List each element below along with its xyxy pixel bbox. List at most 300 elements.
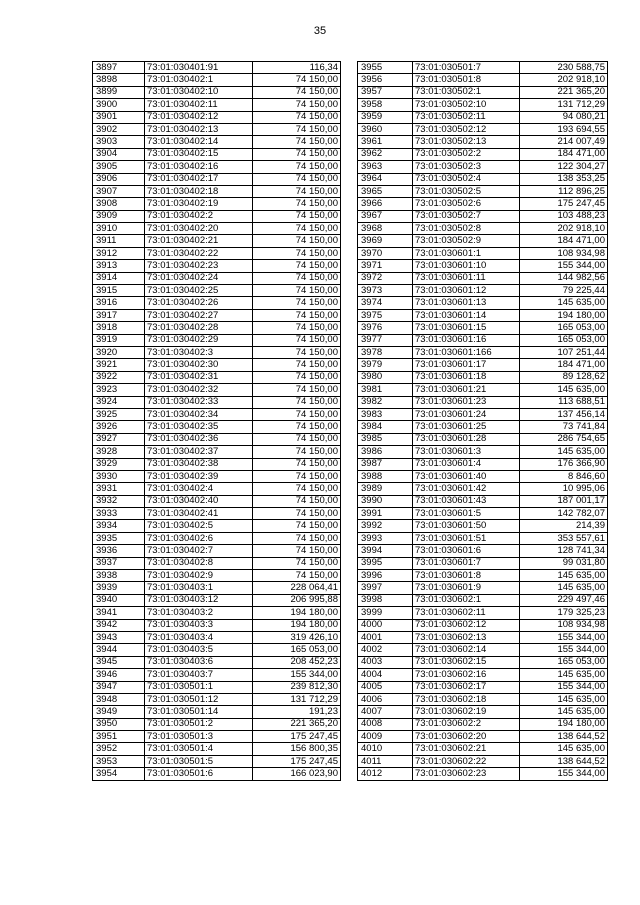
cadastral-number-cell: 73:01:030402:17	[145, 173, 253, 185]
cadastral-number-cell: 73:01:030602:12	[413, 619, 520, 631]
value-cell: 229 497,46	[520, 594, 608, 606]
row-number-cell: 3990	[358, 495, 413, 507]
row-number-cell: 3987	[358, 458, 413, 470]
cadastral-number-cell: 73:01:030501:6	[145, 768, 253, 780]
value-cell: 74 150,00	[253, 532, 341, 544]
value-cell: 184 471,00	[520, 148, 608, 160]
value-cell: 74 150,00	[253, 458, 341, 470]
value-cell: 214,39	[520, 520, 608, 532]
table-row	[358, 260, 608, 272]
table-row	[358, 545, 608, 557]
cadastral-number-cell: 73:01:030602:19	[413, 706, 520, 718]
cadastral-number-cell: 73:01:030601:12	[413, 285, 520, 297]
row-number-cell: 3928	[93, 446, 145, 458]
table-row	[93, 185, 341, 197]
row-number-cell: 3991	[358, 508, 413, 520]
cadastral-number-cell: 73:01:030402:12	[145, 111, 253, 123]
table-row	[93, 557, 341, 569]
value-cell: 187 001,17	[520, 495, 608, 507]
cadastral-number-cell: 73:01:030502:5	[413, 185, 520, 197]
value-cell: 155 344,00	[520, 768, 608, 780]
row-number-cell: 3971	[358, 260, 413, 272]
table-row	[93, 62, 341, 74]
table-row	[358, 309, 608, 321]
table-row	[93, 272, 341, 284]
value-cell: 74 150,00	[253, 545, 341, 557]
value-cell: 74 150,00	[253, 99, 341, 111]
value-cell: 10 995,06	[520, 483, 608, 495]
cadastral-number-cell: 73:01:030402:8	[145, 557, 253, 569]
table-row	[93, 681, 341, 693]
value-cell: 128 741,34	[520, 545, 608, 557]
left-table-body	[93, 62, 341, 781]
table-row	[358, 731, 608, 743]
value-cell: 108 934,98	[520, 247, 608, 259]
value-cell: 108 934,98	[520, 619, 608, 631]
cadastral-number-cell: 73:01:030502:4	[413, 173, 520, 185]
row-number-cell: 3944	[93, 644, 145, 656]
value-cell: 145 635,00	[520, 384, 608, 396]
value-cell: 144 982,56	[520, 272, 608, 284]
row-number-cell: 3929	[93, 458, 145, 470]
value-cell: 74 150,00	[253, 359, 341, 371]
table-row	[358, 718, 608, 730]
table-row	[358, 607, 608, 619]
cadastral-number-cell: 73:01:030402:4	[145, 483, 253, 495]
cadastral-number-cell: 73:01:030601:40	[413, 470, 520, 482]
table-row	[93, 247, 341, 259]
cadastral-number-cell: 73:01:030601:1	[413, 247, 520, 259]
table-row	[358, 247, 608, 259]
row-number-cell: 3959	[358, 111, 413, 123]
value-cell: 74 150,00	[253, 334, 341, 346]
value-cell: 142 782,07	[520, 508, 608, 520]
value-cell: 74 150,00	[253, 346, 341, 358]
cadastral-number-cell: 73:01:030601:6	[413, 545, 520, 557]
table-row	[358, 111, 608, 123]
table-row	[358, 62, 608, 74]
table-row	[358, 173, 608, 185]
cadastral-number-cell: 73:01:030602:16	[413, 669, 520, 681]
cadastral-number-cell: 73:01:030601:11	[413, 272, 520, 284]
cadastral-number-cell: 73:01:030402:31	[145, 371, 253, 383]
row-number-cell: 3955	[358, 62, 413, 74]
cadastral-number-cell: 73:01:030402:19	[145, 198, 253, 210]
value-cell: 131 712,29	[253, 693, 341, 705]
table-row	[358, 334, 608, 346]
row-number-cell: 3999	[358, 607, 413, 619]
value-cell: 74 150,00	[253, 198, 341, 210]
value-cell: 175 247,45	[253, 731, 341, 743]
value-cell: 74 150,00	[253, 557, 341, 569]
cadastral-number-cell: 73:01:030402:30	[145, 359, 253, 371]
value-cell: 214 007,49	[520, 136, 608, 148]
table-row	[358, 384, 608, 396]
cadastral-number-cell: 73:01:030502:1	[413, 86, 520, 98]
row-number-cell: 3911	[93, 235, 145, 247]
table-row	[358, 570, 608, 582]
table-row	[358, 210, 608, 222]
table-row	[93, 545, 341, 557]
row-number-cell: 3912	[93, 247, 145, 259]
table-row	[358, 582, 608, 594]
table-row	[93, 669, 341, 681]
value-cell: 73 741,84	[520, 421, 608, 433]
value-cell: 239 812,30	[253, 681, 341, 693]
cadastral-number-cell: 73:01:030502:6	[413, 198, 520, 210]
row-number-cell: 3901	[93, 111, 145, 123]
table-row	[93, 619, 341, 631]
value-cell: 202 918,10	[520, 223, 608, 235]
cadastral-number-cell: 73:01:030602:14	[413, 644, 520, 656]
row-number-cell: 3903	[93, 136, 145, 148]
table-row	[93, 743, 341, 755]
row-number-cell: 4008	[358, 718, 413, 730]
value-cell: 103 488,23	[520, 210, 608, 222]
cadastral-number-cell: 73:01:030402:27	[145, 309, 253, 321]
value-cell: 155 344,00	[520, 644, 608, 656]
row-number-cell: 3997	[358, 582, 413, 594]
row-number-cell: 3960	[358, 123, 413, 135]
row-number-cell: 3931	[93, 483, 145, 495]
value-cell: 138 644,52	[520, 755, 608, 767]
table-row	[358, 86, 608, 98]
cadastral-number-cell: 73:01:030403:7	[145, 669, 253, 681]
value-cell: 194 180,00	[253, 607, 341, 619]
value-cell: 319 426,10	[253, 631, 341, 643]
table-row	[358, 396, 608, 408]
cadastral-number-cell: 73:01:030601:10	[413, 260, 520, 272]
row-number-cell: 3976	[358, 322, 413, 334]
row-number-cell: 3941	[93, 607, 145, 619]
value-cell: 145 635,00	[520, 446, 608, 458]
table-row	[93, 594, 341, 606]
cadastral-number-cell: 73:01:030601:17	[413, 359, 520, 371]
row-number-cell: 3969	[358, 235, 413, 247]
table-row	[93, 161, 341, 173]
value-cell: 74 150,00	[253, 161, 341, 173]
cadastral-number-cell: 73:01:030602:20	[413, 731, 520, 743]
row-number-cell: 3958	[358, 99, 413, 111]
cadastral-number-cell: 73:01:030403:1	[145, 582, 253, 594]
table-row	[93, 371, 341, 383]
cadastral-number-cell: 73:01:030402:13	[145, 123, 253, 135]
cadastral-number-cell: 73:01:030602:17	[413, 681, 520, 693]
value-cell: 166 023,90	[253, 768, 341, 780]
cadastral-number-cell: 73:01:030402:10	[145, 86, 253, 98]
row-number-cell: 4004	[358, 669, 413, 681]
value-cell: 99 031,80	[520, 557, 608, 569]
table-row	[93, 198, 341, 210]
cadastral-number-cell: 73:01:030501:8	[413, 74, 520, 86]
table-row	[358, 483, 608, 495]
cadastral-number-cell: 73:01:030402:2	[145, 210, 253, 222]
value-cell: 155 344,00	[520, 631, 608, 643]
row-number-cell: 3965	[358, 185, 413, 197]
table-row	[358, 520, 608, 532]
row-number-cell: 3977	[358, 334, 413, 346]
cadastral-number-cell: 73:01:030402:35	[145, 421, 253, 433]
row-number-cell: 3961	[358, 136, 413, 148]
table-row	[93, 322, 341, 334]
cadastral-number-cell: 73:01:030602:11	[413, 607, 520, 619]
table-row	[93, 285, 341, 297]
table-row	[93, 768, 341, 780]
row-number-cell: 3964	[358, 173, 413, 185]
cadastral-number-cell: 73:01:030402:23	[145, 260, 253, 272]
value-cell: 74 150,00	[253, 570, 341, 582]
cadastral-number-cell: 73:01:030502:7	[413, 210, 520, 222]
table-row	[93, 433, 341, 445]
row-number-cell: 3899	[93, 86, 145, 98]
value-cell: 74 150,00	[253, 74, 341, 86]
row-number-cell: 3988	[358, 470, 413, 482]
cadastral-number-cell: 73:01:030601:24	[413, 408, 520, 420]
value-cell: 113 688,51	[520, 396, 608, 408]
value-cell: 74 150,00	[253, 483, 341, 495]
row-number-cell: 3968	[358, 223, 413, 235]
row-number-cell: 3914	[93, 272, 145, 284]
cadastral-number-cell: 73:01:030601:28	[413, 433, 520, 445]
row-number-cell: 3922	[93, 371, 145, 383]
value-cell: 221 365,20	[520, 86, 608, 98]
value-cell: 112 896,25	[520, 185, 608, 197]
row-number-cell: 3984	[358, 421, 413, 433]
row-number-cell: 3996	[358, 570, 413, 582]
row-number-cell: 3936	[93, 545, 145, 557]
table-row	[358, 198, 608, 210]
value-cell: 194 180,00	[520, 309, 608, 321]
cadastral-number-cell: 73:01:030402:20	[145, 223, 253, 235]
table-row	[358, 532, 608, 544]
table-row	[358, 656, 608, 668]
table-row	[93, 755, 341, 767]
table-row	[358, 235, 608, 247]
table-row	[93, 136, 341, 148]
value-cell: 206 995,88	[253, 594, 341, 606]
value-cell: 286 754,65	[520, 433, 608, 445]
cadastral-number-cell: 73:01:030501:4	[145, 743, 253, 755]
row-number-cell: 3995	[358, 557, 413, 569]
row-number-cell: 3950	[93, 718, 145, 730]
cadastral-number-cell: 73:01:030502:11	[413, 111, 520, 123]
row-number-cell: 3910	[93, 223, 145, 235]
value-cell: 194 180,00	[253, 619, 341, 631]
cadastral-number-cell: 73:01:030403:2	[145, 607, 253, 619]
cadastral-number-cell: 73:01:030402:21	[145, 235, 253, 247]
cadastral-number-cell: 73:01:030403:6	[145, 656, 253, 668]
value-cell: 94 080,21	[520, 111, 608, 123]
row-number-cell: 3926	[93, 421, 145, 433]
row-number-cell: 3908	[93, 198, 145, 210]
value-cell: 145 635,00	[520, 669, 608, 681]
cadastral-number-cell: 73:01:030501:1	[145, 681, 253, 693]
cadastral-number-cell: 73:01:030601:16	[413, 334, 520, 346]
row-number-cell: 3938	[93, 570, 145, 582]
value-cell: 145 635,00	[520, 297, 608, 309]
value-cell: 74 150,00	[253, 260, 341, 272]
cadastral-number-cell: 73:01:030602:22	[413, 755, 520, 767]
value-cell: 145 635,00	[520, 743, 608, 755]
cadastral-number-cell: 73:01:030502:2	[413, 148, 520, 160]
cadastral-number-cell: 73:01:030403:4	[145, 631, 253, 643]
value-cell: 138 353,25	[520, 173, 608, 185]
cadastral-number-cell: 73:01:030403:5	[145, 644, 253, 656]
table-row	[93, 86, 341, 98]
table-row	[358, 148, 608, 160]
cadastral-number-cell: 73:01:030602:1	[413, 594, 520, 606]
row-number-cell: 3946	[93, 669, 145, 681]
row-number-cell: 3939	[93, 582, 145, 594]
value-cell: 221 365,20	[253, 718, 341, 730]
table-row	[358, 272, 608, 284]
row-number-cell: 3948	[93, 693, 145, 705]
cadastral-number-cell: 73:01:030502:10	[413, 99, 520, 111]
value-cell: 74 150,00	[253, 508, 341, 520]
row-number-cell: 3983	[358, 408, 413, 420]
row-number-cell: 3935	[93, 532, 145, 544]
cadastral-number-cell: 73:01:030601:13	[413, 297, 520, 309]
value-cell: 79 225,44	[520, 285, 608, 297]
table-row	[93, 470, 341, 482]
value-cell: 179 325,23	[520, 607, 608, 619]
value-cell: 74 150,00	[253, 384, 341, 396]
table-row	[93, 582, 341, 594]
value-cell: 74 150,00	[253, 148, 341, 160]
table-row	[93, 173, 341, 185]
cadastral-number-cell: 73:01:030502:8	[413, 223, 520, 235]
row-number-cell: 4002	[358, 644, 413, 656]
row-number-cell: 4000	[358, 619, 413, 631]
value-cell: 155 344,00	[520, 681, 608, 693]
table-row	[93, 359, 341, 371]
row-number-cell: 3902	[93, 123, 145, 135]
table-row	[93, 607, 341, 619]
table-row	[93, 148, 341, 160]
row-number-cell: 3932	[93, 495, 145, 507]
value-cell: 74 150,00	[253, 210, 341, 222]
table-row	[93, 384, 341, 396]
table-row	[93, 111, 341, 123]
cadastral-number-cell: 73:01:030402:32	[145, 384, 253, 396]
value-cell: 107 251,44	[520, 346, 608, 358]
table-row	[93, 408, 341, 420]
cadastral-number-cell: 73:01:030602:13	[413, 631, 520, 643]
table-row	[93, 235, 341, 247]
cadastral-number-cell: 73:01:030502:3	[413, 161, 520, 173]
cadastral-number-cell: 73:01:030402:11	[145, 99, 253, 111]
cadastral-number-cell: 73:01:030601:3	[413, 446, 520, 458]
row-number-cell: 3927	[93, 433, 145, 445]
cadastral-number-cell: 73:01:030501:5	[145, 755, 253, 767]
row-number-cell: 3993	[358, 532, 413, 544]
row-number-cell: 4006	[358, 693, 413, 705]
row-number-cell: 3973	[358, 285, 413, 297]
table-row	[93, 123, 341, 135]
row-number-cell: 3998	[358, 594, 413, 606]
row-number-cell: 4011	[358, 755, 413, 767]
row-number-cell: 3979	[358, 359, 413, 371]
cadastral-number-cell: 73:01:030601:43	[413, 495, 520, 507]
right-data-table	[357, 61, 608, 781]
table-row	[358, 421, 608, 433]
cadastral-number-cell: 73:01:030501:2	[145, 718, 253, 730]
row-number-cell: 3942	[93, 619, 145, 631]
value-cell: 175 247,45	[520, 198, 608, 210]
cadastral-number-cell: 73:01:030601:42	[413, 483, 520, 495]
value-cell: 176 366,90	[520, 458, 608, 470]
right-table-body	[358, 62, 608, 781]
table-row	[93, 495, 341, 507]
value-cell: 165 053,00	[253, 644, 341, 656]
cadastral-number-cell: 73:01:030601:15	[413, 322, 520, 334]
value-cell: 230 588,75	[520, 62, 608, 74]
table-row	[358, 706, 608, 718]
value-cell: 74 150,00	[253, 309, 341, 321]
row-number-cell: 3966	[358, 198, 413, 210]
table-row	[93, 421, 341, 433]
table-row	[93, 731, 341, 743]
table-row	[93, 346, 341, 358]
cadastral-number-cell: 73:01:030601:51	[413, 532, 520, 544]
cadastral-number-cell: 73:01:030402:3	[145, 346, 253, 358]
row-number-cell: 3937	[93, 557, 145, 569]
table-row	[93, 297, 341, 309]
table-row	[358, 99, 608, 111]
value-cell: 74 150,00	[253, 495, 341, 507]
row-number-cell: 3925	[93, 408, 145, 420]
cadastral-number-cell: 73:01:030601:8	[413, 570, 520, 582]
value-cell: 74 150,00	[253, 446, 341, 458]
cadastral-number-cell: 73:01:030601:21	[413, 384, 520, 396]
table-row	[358, 359, 608, 371]
cadastral-number-cell: 73:01:030402:40	[145, 495, 253, 507]
value-cell: 89 128,62	[520, 371, 608, 383]
cadastral-number-cell: 73:01:030402:28	[145, 322, 253, 334]
cadastral-number-cell: 73:01:030602:21	[413, 743, 520, 755]
row-number-cell: 3980	[358, 371, 413, 383]
value-cell: 74 150,00	[253, 433, 341, 445]
table-row	[358, 123, 608, 135]
table-row	[358, 470, 608, 482]
table-row	[93, 446, 341, 458]
cadastral-number-cell: 73:01:030601:5	[413, 508, 520, 520]
table-row	[358, 408, 608, 420]
table-row	[358, 495, 608, 507]
table-row	[358, 508, 608, 520]
table-row	[358, 755, 608, 767]
row-number-cell: 3963	[358, 161, 413, 173]
value-cell: 131 712,29	[520, 99, 608, 111]
cadastral-number-cell: 73:01:030402:39	[145, 470, 253, 482]
row-number-cell: 4003	[358, 656, 413, 668]
value-cell: 208 452,23	[253, 656, 341, 668]
value-cell: 353 557,61	[520, 532, 608, 544]
table-row	[93, 508, 341, 520]
table-row	[93, 718, 341, 730]
cadastral-number-cell: 73:01:030402:41	[145, 508, 253, 520]
cadastral-number-cell: 73:01:030602:18	[413, 693, 520, 705]
table-row	[93, 706, 341, 718]
cadastral-number-cell: 73:01:030601:166	[413, 346, 520, 358]
row-number-cell: 3956	[358, 74, 413, 86]
value-cell: 74 150,00	[253, 123, 341, 135]
value-cell: 74 150,00	[253, 408, 341, 420]
row-number-cell: 3970	[358, 247, 413, 259]
row-number-cell: 3974	[358, 297, 413, 309]
row-number-cell: 3933	[93, 508, 145, 520]
table-row	[358, 297, 608, 309]
